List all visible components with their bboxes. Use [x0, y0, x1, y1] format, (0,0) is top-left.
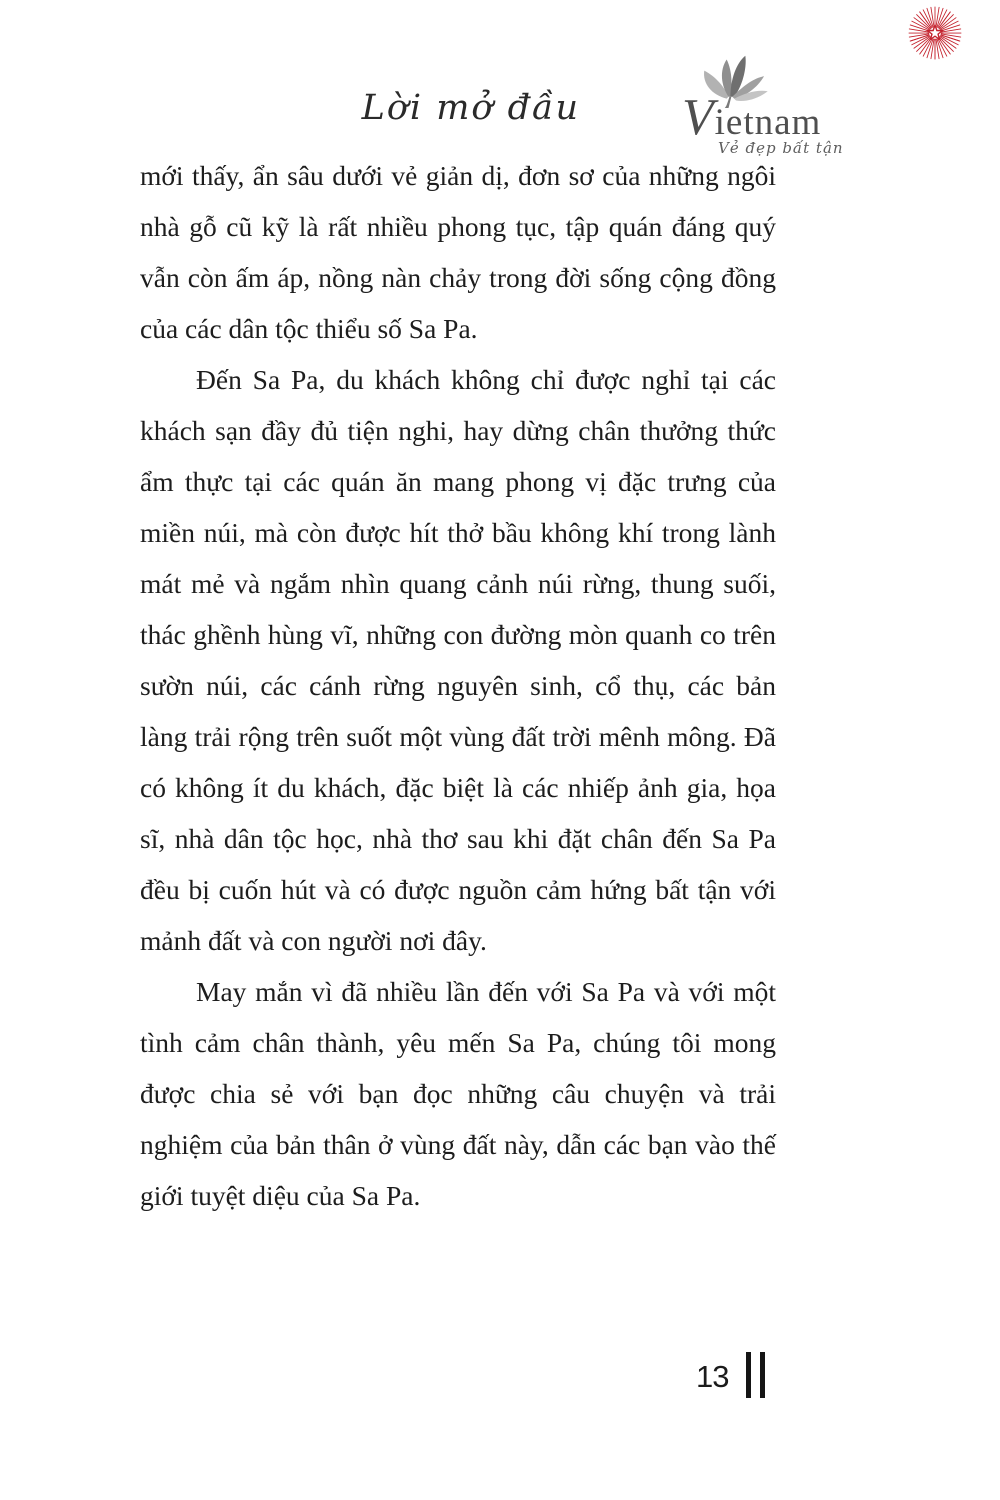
brand-tagline: Vẻ đẹp bất tận — [718, 139, 844, 157]
paragraph-may-man: May mắn vì đã nhiều lần đến với Sa Pa và với một tình cảm chân thành, yêu mến Sa Pa, chúng tôi mong được chia sẻ với bạn đọc những câu chuyện và trải nghiệm của bản thân ở vùng đất này, dẫn các bạn vào thế giới tuyệt diệu của Sa Pa. — [140, 976, 776, 1211]
page-body-text — [140, 150, 776, 1221]
paragraph-den-sa-pa: Đến Sa Pa, du khách không chỉ được nghỉ tại các khách sạn đầy đủ tiện nghi, hay dừng chân thưởng thức ẩm thực tại các quán ăn mang phong vị đặc trưng của miền núi, mà còn được hít thở bầu không khí trong lành mát mẻ và ngắm nhìn quang cảnh núi rừng, thung suối, thác ghềnh hùng vĩ, những con đường mòn quanh co trên sườn núi, các cánh rừng nguyên sinh, cổ thụ, các bản làng trải rộng trên suốt một vùng đất trời mênh mông. Đã có không ít du khách, đặc biệt là các nhiếp ảnh gia, họa sĩ, nhà dân tộc học, nhà thơ sau khi đặt chân đến Sa Pa đều bị cuốn hút và có được nguồn cảm hứng bất tận với mảnh đất và con người nơi đây. — [140, 364, 776, 956]
brand-name: Vietnam — [682, 89, 822, 146]
publisher-starburst-icon — [893, 2, 977, 64]
paragraph-continuation: mới thấy, ẩn sâu dưới vẻ giản dị, đơn sơ của những ngôi nhà gỗ cũ kỹ là rất nhiều phong tục, tập quán đáng quý vẫn còn ấm áp, nồng nàn chảy trong đời sống cộng đồng của các dân tộc thiểu số Sa Pa. — [140, 160, 776, 344]
page-number-bars-icon — [746, 1352, 765, 1398]
chapter-heading: Lời mở đầu — [361, 88, 580, 128]
page-footer — [696, 1352, 765, 1398]
vietnam-tourism-logo — [682, 52, 857, 157]
page-number: 13 — [696, 1359, 729, 1394]
